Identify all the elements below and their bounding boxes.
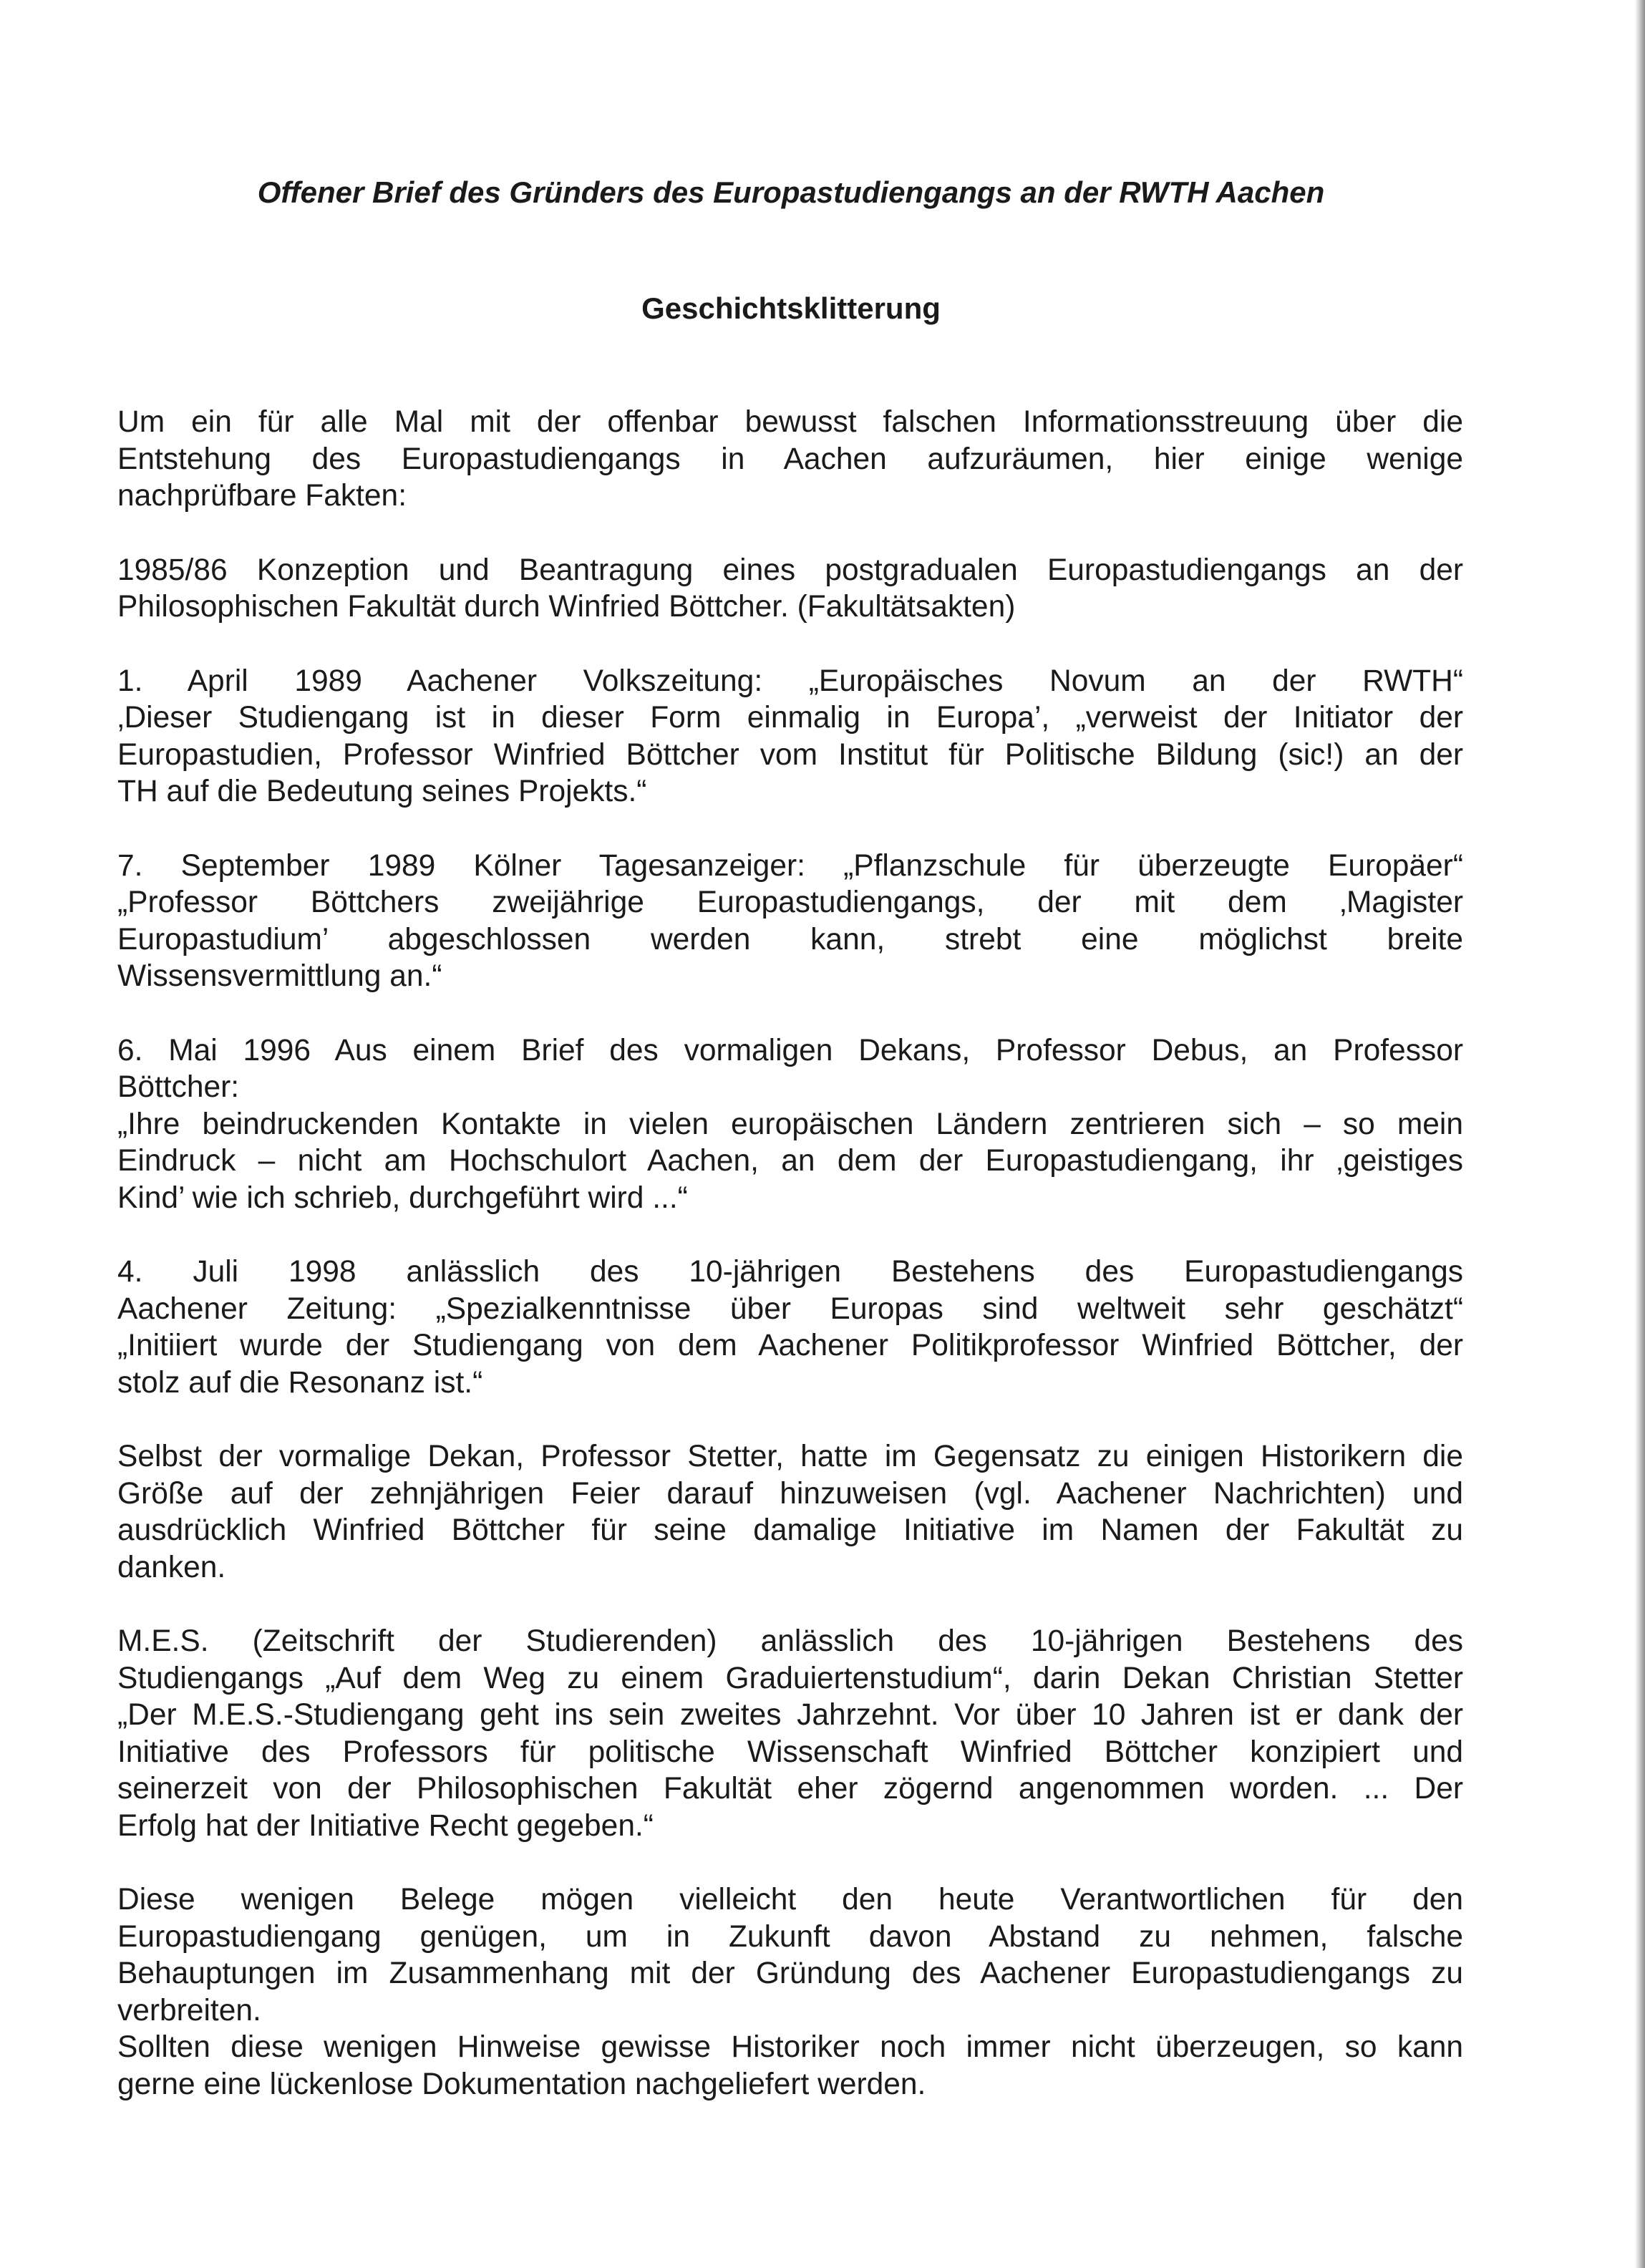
paragraph — [117, 1438, 1463, 1586]
paragraph — [117, 404, 1463, 515]
text-line: verbreiten. — [117, 1993, 261, 2027]
text-line: Entstehung des Europastudiengangs in Aachen aufzuräumen, hier einige wenige — [117, 442, 1463, 476]
text-line: stolz auf die Resonanz ist.“ — [117, 1365, 483, 1400]
text-line: 6. Mai 1996 Aus einem Brief des vormaligen Dekans, Professor Debus, an Professor — [117, 1033, 1463, 1067]
text-line: „Ihre beindruckenden Kontakte in vielen europäischen Ländern zentrieren sich – so mein — [117, 1107, 1463, 1141]
text-line: Selbst der vormalige Dekan, Professor Stetter, hatte im Gegensatz zu einigen Historikern die — [117, 1440, 1463, 1473]
text-line: Erfolg hat der Initiative Recht gegeben.“ — [117, 1808, 654, 1843]
text-line: 4. Juli 1998 anlässlich des 10-jährigen Bestehens des Europastudiengangs — [117, 1255, 1463, 1289]
text-line: ‚Dieser Studiengang ist in dieser Form einmalig in Europa’, „verweist der Initiator der — [117, 701, 1463, 735]
text-line: ausdrücklich Winfried Böttcher für seine damalige Initiative im Namen der Fakultät zu — [117, 1513, 1463, 1547]
paragraph — [117, 1623, 1463, 1844]
text-line: Europastudium’ abgeschlossen werden kann, strebt eine möglichst breite — [117, 922, 1463, 956]
paragraph — [117, 2029, 1463, 2103]
text-line: gerne eine lückenlose Dokumentation nachgeliefert werden. — [117, 2067, 926, 2101]
text-line: Wissensvermittlung an.“ — [117, 959, 442, 993]
document-body — [117, 404, 1463, 2140]
text-line: 1985/86 Konzeption und Beantragung eines postgradualen Europastudiengangs an der — [117, 553, 1463, 587]
text-line: Philosophischen Fakultät durch Winfried Böttcher. (Fakultätsakten) — [117, 590, 1016, 624]
text-line: Größe auf der zehnjährigen Feier darauf hinzuweisen (vgl. Aachener Nachrichten) und — [117, 1476, 1463, 1511]
text-line: „Der M.E.S.-Studiengang geht ins sein zweites Jahrzehnt. Vor über 10 Jahren ist er dank der — [117, 1698, 1463, 1732]
text-line: TH auf die Bedeutung seines Projekts.“ — [117, 775, 647, 808]
scan-edge-shadow — [1635, 0, 1645, 2268]
text-line: Europastudiengang genügen, um in Zukunft davon Abstand zu nehmen, falsche — [117, 1919, 1463, 1954]
text-line: Studiengangs „Auf dem Weg zu einem Graduiertenstudium“, darin Dekan Christian Stetter — [117, 1661, 1463, 1695]
text-line: Diese wenigen Belege mögen vielleicht den heute Verantwortlichen für den — [117, 1883, 1463, 1916]
text-line: seinerzeit von der Philosophischen Fakultät eher zögernd angenommen worden. ... Der — [117, 1772, 1463, 1806]
text-line: 1. April 1989 Aachener Volkszeitung: „Europäisches Novum an der RWTH“ — [117, 664, 1463, 698]
paragraph — [117, 848, 1463, 995]
text-line: 7. September 1989 Kölner Tagesanzeiger: „Pflanzschule für überzeugte Europäer“ — [117, 848, 1463, 883]
text-line: Um ein für alle Mal mit der offenbar bewusst falschen Informationsstreuung über die — [117, 405, 1463, 439]
paragraph — [117, 1032, 1463, 1217]
paragraph — [117, 552, 1463, 626]
text-line: Aachener Zeitung: „Spezialkenntnisse über Europas sind weltweit sehr geschätzt“ — [117, 1292, 1463, 1326]
document-subtitle: Geschichtsklitterung — [641, 291, 941, 325]
document-title: Offener Brief des Gründers des Europastudiengangs an der RWTH Aachen — [257, 175, 1325, 209]
text-line: Kind’ wie ich schrieb, durchgeführt wird ...“ — [117, 1181, 688, 1215]
text-line: Initiative des Professors für politische Wissenschaft Winfried Böttcher konzipiert und — [117, 1735, 1463, 1769]
text-line: Eindruck – nicht am Hochschulort Aachen, an dem der Europastudiengang, ihr ‚geistiges — [117, 1144, 1463, 1178]
text-line: Europastudien, Professor Winfried Böttcher vom Institut für Politische Bildung (sic!) an der — [117, 737, 1463, 772]
paragraph — [117, 1254, 1463, 1401]
paragraph — [117, 663, 1463, 810]
text-line: „Professor Böttchers zweijährige Europastudiengangs, der mit dem ‚Magister — [117, 886, 1463, 919]
text-line: Böttcher: — [117, 1070, 240, 1104]
text-line: „Initiiert wurde der Studiengang von dem Aachener Politikprofessor Winfried Böttcher, der — [117, 1329, 1463, 1362]
text-line: M.E.S. (Zeitschrift der Studierenden) anlässlich des 10-jährigen Bestehens des — [117, 1624, 1463, 1658]
paragraph — [117, 1881, 1463, 2029]
text-line: nachprüfbare Fakten: — [117, 479, 407, 513]
text-line: Sollten diese wenigen Hinweise gewisse Historiker noch immer nicht überzeugen, so kann — [117, 2030, 1463, 2064]
text-line: danken. — [117, 1550, 226, 1584]
text-line: Behauptungen im Zusammenhang mit der Gründung des Aachener Europastudiengangs zu — [117, 1957, 1463, 1990]
